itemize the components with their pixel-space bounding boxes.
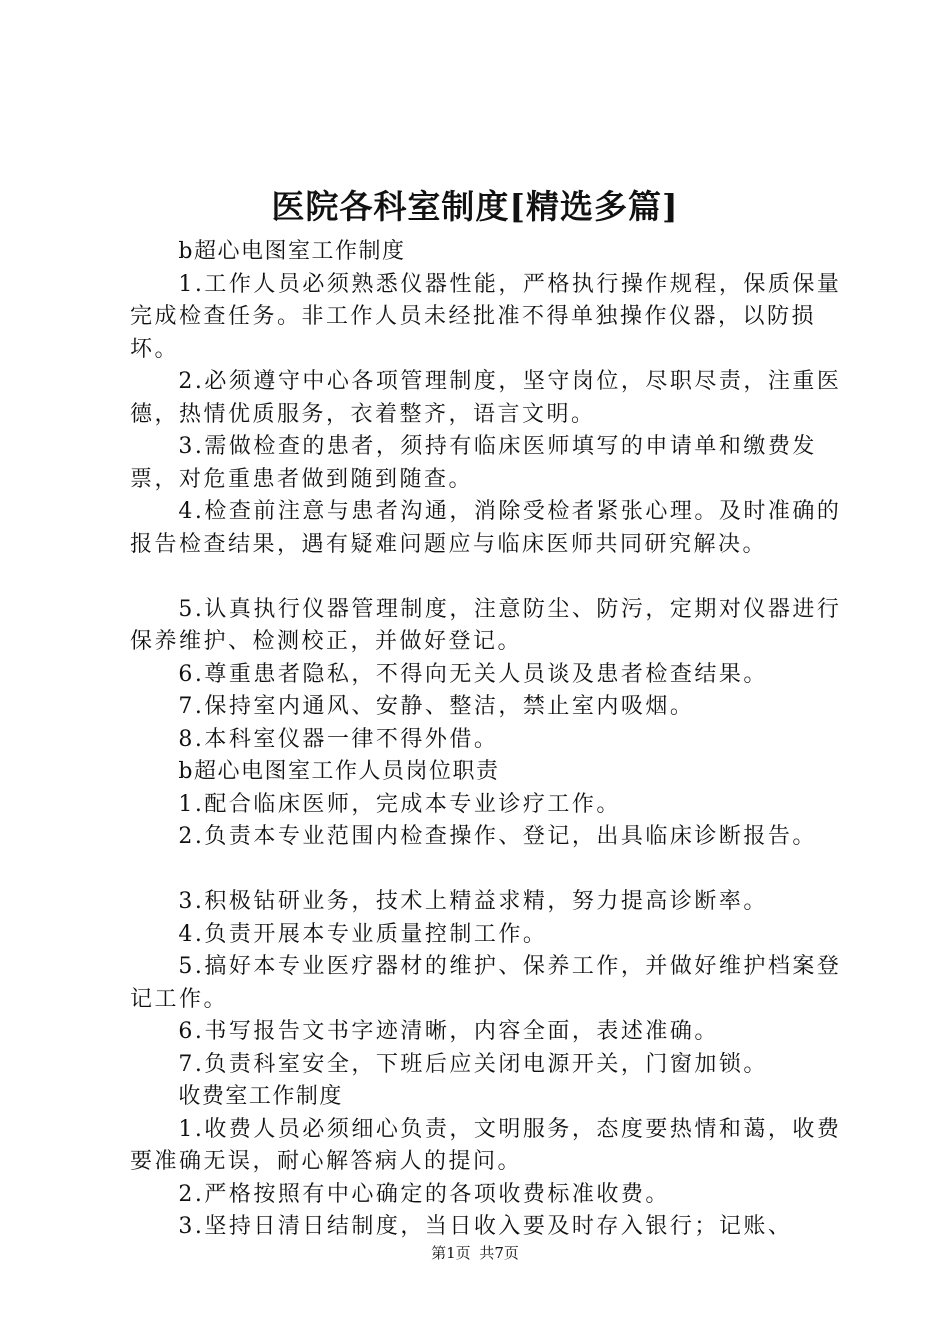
paragraph: 5.搞好本专业医疗器材的维护、保养工作，并做好维护档案登记工作。 [130,954,842,1012]
paragraph: 3.积极钻研业务，技术上精益求精，努力提高诊断率。 [178,889,768,914]
paragraph: 7.负责科室安全，下班后应关闭电源开关，门窗加锁。 [178,1051,768,1077]
paragraph: 2.必须遵守中心各项管理制度，坚守岗位，尽职尽责，注重医德，热情优质服务，衣着整齐，语言文明。 [130,369,842,427]
paragraph: 1.收费人员必须细心负责，文明服务，态度要热情和蔼，收费要准确无误，耐心解答病人的提问。 [130,1116,842,1174]
paragraph: 8.本科室仪器一律不得外借。 [178,726,499,752]
paragraph: 6.尊重患者隐私，不得向无关人员谈及患者检查结果。 [178,661,768,687]
paragraph: 2.负责本专业范围内检查操作、登记，出具临床诊断报告。 [178,824,817,849]
paragraph: 1.工作人员必须熟悉仪器性能，严格执行操作规程，保质保量完成检查任务。非工作人员未经批准不得单独操作仪器，以防损坏。 [130,271,842,362]
paragraph: 7.保持室内通风、安静、整洁，禁止室内吸烟。 [178,694,695,719]
paragraph-gap [130,561,842,594]
section-heading: b超心电图室工作制度 [178,239,406,264]
paragraph: 1.配合临床医师，完成本专业诊疗工作。 [178,791,621,817]
section-heading: 收费室工作制度 [178,1084,343,1109]
paragraph: 4.检查前注意与患者沟通，消除受检者紧张心理。及时准确的报告检查结果，遇有疑难问题应与临床医师共同研究解决。 [130,499,842,557]
page-number: 第1页 [431,1244,471,1262]
paragraph: 2.严格按照有中心确定的各项收费标准收费。 [178,1181,670,1207]
paragraph: 3.坚持日清日结制度，当日收入要及时存入银行；记账、 [178,1214,793,1239]
page-total: 共7页 [479,1244,519,1262]
document-body [130,236,842,1244]
page-footer [0,1243,950,1263]
paragraph-gap [130,854,842,887]
paragraph: 4.负责开展本专业质量控制工作。 [178,921,548,947]
paragraph: 3.需做检查的患者，须持有临床医师填写的申请单和缴费发票，对危重患者做到随到随查。 [130,434,817,492]
paragraph: 5.认真执行仪器管理制度，注意防尘、防污，定期对仪器进行保养维护、检测校正，并做好登记。 [130,596,842,654]
paragraph: 6.书写报告文书字迹清晰，内容全面，表述准确。 [178,1019,719,1044]
section-heading: b超心电图室工作人员岗位职责 [178,759,500,784]
document-title: 医院各科室制度[精选多篇] [271,187,679,226]
